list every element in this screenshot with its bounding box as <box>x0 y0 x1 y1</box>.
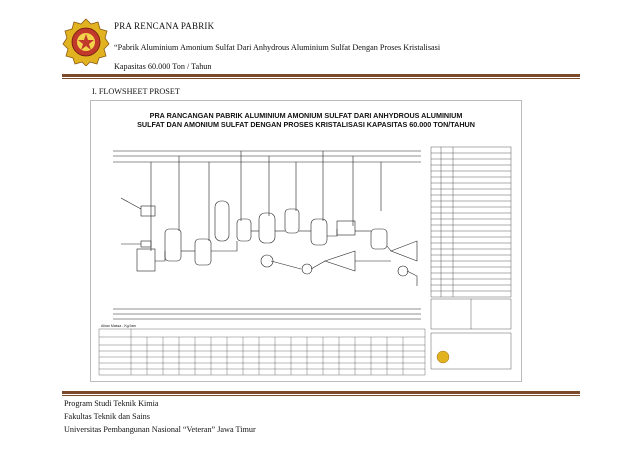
footer-rule <box>62 391 580 394</box>
flowsheet-title-line2: SULFAT DAN AMONIUM SULFAT DENGAN PROSES KRISTALISASI KAPASITAS 60.000 TON/TAHUN <box>137 120 475 129</box>
section-heading: I. FLOWSHEET PROSET <box>92 87 180 96</box>
flowsheet-figure <box>90 100 522 382</box>
header-rule <box>62 74 580 77</box>
process-diagram <box>91 101 521 381</box>
header-rule-thin <box>62 78 580 79</box>
document-subtitle: “Pabrik Aluminium Amonium Sulfat Dari Anhydrous Aluminium Sulfat Dengan Proses Kristalisasi <box>114 43 441 52</box>
university-logo <box>62 18 110 66</box>
footer-university: Universitas Pembangunan Nasional “Veteran” Jawa Timur <box>64 425 256 434</box>
capacity-text: Kapasitas 60.000 Ton / Tahun <box>114 62 212 71</box>
footer-rule-thin <box>62 395 580 396</box>
page-title: PRA RENCANA PABRIK <box>114 21 215 31</box>
mass-table-caption: Aliran Massa - Kg/Jam <box>101 324 137 328</box>
footer-faculty: Fakultas Teknik dan Sains <box>64 412 150 421</box>
flowsheet-title-line1: PRA RANCANGAN PABRIK ALUMINIUM AMONIUM SULFAT DARI ANHYDROUS ALUMINIUM <box>149 111 463 120</box>
footer-program: Program Studi Teknik Kimia <box>64 399 159 408</box>
